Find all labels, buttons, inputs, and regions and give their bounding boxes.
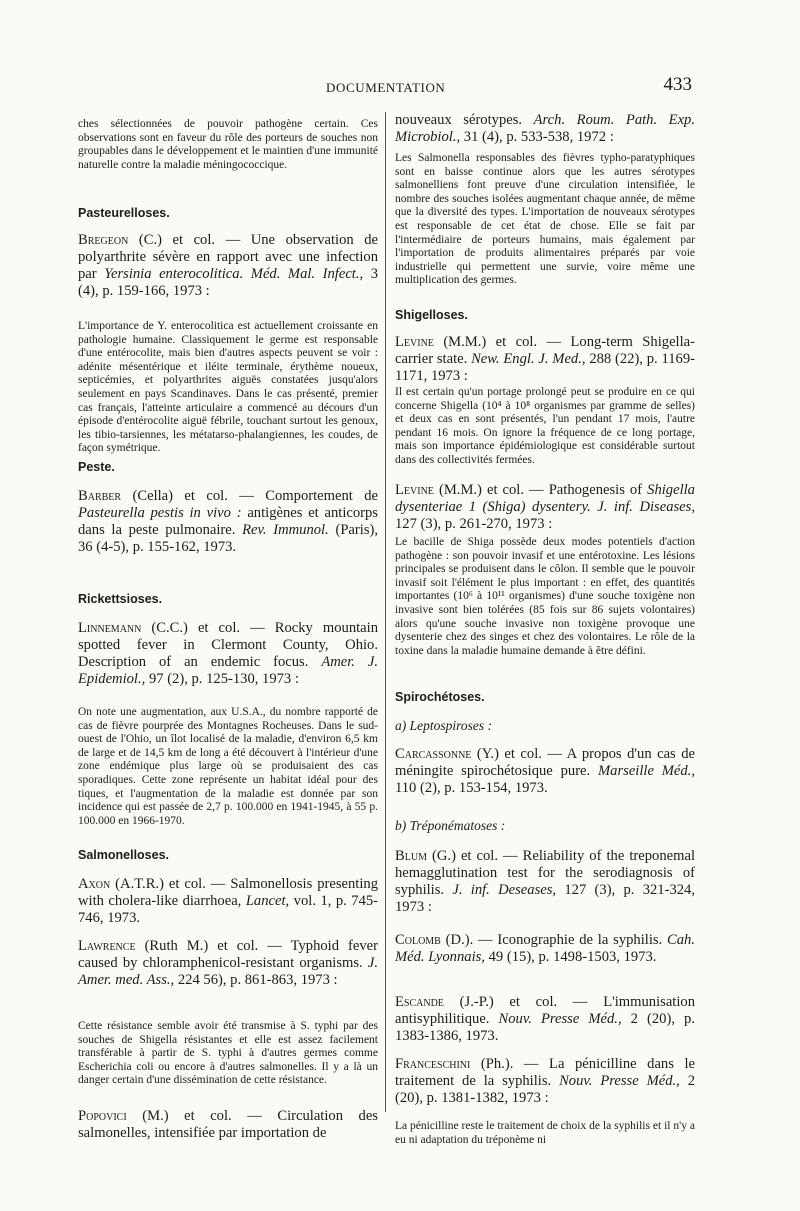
ref-journal: Rev. Immunol. xyxy=(242,522,329,538)
ref-journal: J. inf. Deseases, xyxy=(452,882,557,898)
section-heading-shigelloses: Shigelloses. xyxy=(395,308,468,322)
reference-popovici-continued xyxy=(395,112,695,146)
ref-author: Linnemann xyxy=(78,620,142,636)
reference-franceschini xyxy=(395,1056,695,1107)
ref-text: (D.). — Iconographie de la syphilis. xyxy=(445,932,663,948)
ref-species: Yersinia enterocolitica. xyxy=(104,266,244,282)
reference-levine-2 xyxy=(395,482,695,533)
abstract-linnemann: On note une augmentation, aux U.S.A., du nombre rapporté de cas de fièvre pourprée des Montagnes Rocheuses. Dans le sud-ouest de l'Ohio, un îlot localisé de la maladie, d'environ 6,5 km de large et de 14,5 km de long a été découvert à l'intérieur d'une zone endémique plus large où se produisaient des cas sporadiques. Cette zone représente un habitat idéal pour des tiques, et l'augmentation de la maladie est donnée par son incidence qui est passée de 2,7 p. 100.000 en 1941-1945, à 55 p. 100.000 en 1966-1970. xyxy=(78,706,378,827)
reference-barber xyxy=(78,488,378,556)
abstract-popovici: Les Salmonella responsables des fièvres typho-paratyphiques sont en baisse continue alors que les autres sérotypes salmonelliens font preuve d'une circulation intensifiée, le nombre des souches isolées augmentant chaque année, de même que la diversité des types. L'importation de nouveaux sérotypes est responsable de cet état de chose. Elle se fait par l'intermédiaire de porteurs humains, mais également par l'importation de produits alimentaires préparés par voie industrielle qui permettent une survie, voire même une multiplication des germes. xyxy=(395,152,695,287)
ref-citation: 224 56), p. 861-863, 1973 : xyxy=(177,972,338,988)
reference-linnemann xyxy=(78,620,378,688)
ref-citation: vol. 1, p. 745-746, 1973. xyxy=(78,893,379,926)
reference-levine-1 xyxy=(395,334,695,385)
column-rule xyxy=(385,112,386,1112)
ref-author: Blum xyxy=(395,848,427,864)
abstract-levine-1: Il est certain qu'un portage prolongé peut se produire en ce qui concerne Shigella (10⁴ à 10⁸ organismes par gramme de selles) et deux cas en sont présentés, l'un pendant 17 mois, l'autre pendant 16 mois. On ignore la fréquence de ce long portage, mais son importance épidémiologique est considérable surtout dans des collectivités fermées. xyxy=(395,386,695,466)
ref-journal: Nouv. Presse Méd., xyxy=(559,1073,680,1089)
ref-text: (Y.) et col. — A propos d'un cas de méningite spirochétosique pure. xyxy=(395,746,695,779)
section-heading-pasteurelloses: Pasteurelloses. xyxy=(78,206,170,220)
ref-journal: Méd. Mal. Infect., xyxy=(250,266,364,282)
reference-carcassonne xyxy=(395,746,695,797)
ref-journal: Amer. J. Epidemiol., xyxy=(78,654,378,687)
ref-author: Popovici xyxy=(78,1108,127,1124)
ref-citation: 97 (2), p. 125-130, 1973 : xyxy=(148,671,299,687)
ref-citation: (Paris), 36 (4-5), p. 155-162, 1973. xyxy=(78,522,379,555)
running-header xyxy=(0,74,800,102)
reference-lawrence xyxy=(78,938,378,989)
abstract-lawrence: Cette résistance semble avoir été transmise à S. typhi par des souches de Shigella résistantes et elle est assez facilement transférable à partir de S. typhi à d'autres germes comme Escherichia coli ou encore à d'autres salmonelles. Il y a là un danger certain d'une dissémination de cette résistance. xyxy=(78,1020,378,1087)
ref-text: (Cella) et col. — Comportement de xyxy=(132,488,379,504)
ref-species: Shigella dysenteriae 1 (Shiga) dysentery. xyxy=(395,482,695,515)
ref-journal: Arch. Roum. Path. Exp. Microbiol., xyxy=(395,112,695,145)
section-heading-spirochetoses: Spirochétoses. xyxy=(395,690,485,704)
reference-colomb xyxy=(395,932,695,966)
reference-escande xyxy=(395,994,695,1045)
page-number: 433 xyxy=(663,74,692,95)
ref-author: Carcassonne xyxy=(395,746,472,762)
ref-citation: 110 (2), p. 153-154, 1973. xyxy=(395,780,548,796)
running-title: DOCUMENTATION xyxy=(326,80,446,95)
ref-text: (Ph.). — La pénicilline dans le traitement de la syphilis. xyxy=(395,1056,695,1089)
ref-citation: 49 (15), p. 1498-1503, 1973. xyxy=(488,949,657,965)
ref-author: Colomb xyxy=(395,932,441,948)
ref-text: (C.) et col. — Une observation de polyarthrite sévère en rapport avec une infection par xyxy=(78,232,378,282)
ref-journal: Marseille Méd., xyxy=(598,763,695,779)
ref-citation: 127 (3), p. 261-270, 1973 : xyxy=(395,516,553,532)
ref-journal: J. Amer. med. Ass., xyxy=(78,955,378,988)
reference-popovici xyxy=(78,1108,378,1142)
ref-journal: J. inf. Diseases, xyxy=(597,499,695,515)
intro-abstract: ches sélectionnées de pouvoir pathogène certain. Ces observations sont en faveur du rôle des porteurs de souches non groupables dans le développement et le maintien d'une immunité naturelle contre la maladie méningococcique. xyxy=(78,118,378,171)
section-heading-salmonelloses: Salmonelloses. xyxy=(78,848,170,862)
ref-citation: 2 (20), p. 1381-1382, 1973 : xyxy=(395,1073,695,1106)
ref-text: (J.-P.) et col. — L'immunisation antisyphilitique. xyxy=(395,994,696,1027)
ref-text: antigènes et anticorps dans la peste pulmonaire. xyxy=(78,505,378,538)
section-heading-rickettsioses: Rickettsioses. xyxy=(78,592,163,606)
ref-citation: 2 (20), p. 1383-1386, 1973. xyxy=(395,1011,695,1044)
ref-text: (M.) et col. — Circulation des salmonelles, intensifiée par importation de xyxy=(78,1108,378,1141)
ref-citation: 127 (3), p. 321-324, 1973 : xyxy=(395,882,695,915)
ref-author: Levine xyxy=(395,482,434,498)
ref-journal: Cah. Méd. Lyonnais, xyxy=(395,932,695,965)
ref-journal: Nouv. Presse Méd., xyxy=(498,1011,622,1027)
ref-species: Pasteurella pestis in vivo : xyxy=(78,505,242,521)
ref-text: (Ruth M.) et col. — Typhoid fever caused by chloramphenicol-resistant organisms. xyxy=(78,938,378,971)
section-heading-peste: Peste. xyxy=(78,460,115,474)
abstract-bregeon: L'importance de Y. enterocolitica est actuellement croissante en pathologie humaine. Classiquement le germe est responsable d'une entérocolite, mais bien d'autres aspects peuvent se voir : adénite mésentérique et iléite terminale, érythème noueux, septicémies, et polyarthrites aiguës constatées jusqu'alors seulement en pays Scandinaves. Dans le cas présenté, premier cas français, l'atteinte articulaire a commencé au décours d'un épisode d'entérocolite aiguë fébrile, touchant surtout les genoux, les tibio-tarsiennes, les métatarso-phalangiennes, les coudes, de façon symétrique. xyxy=(78,320,378,455)
subheading-treponematoses: b) Tréponématoses : xyxy=(395,818,506,833)
ref-journal: Lancet, xyxy=(245,893,290,909)
ref-author: Axon xyxy=(78,876,111,892)
ref-author: Barber xyxy=(78,488,122,504)
reference-bregeon xyxy=(78,232,378,300)
ref-author: Lawrence xyxy=(78,938,136,954)
abstract-franceschini: La pénicilline reste le traitement de choix de la syphilis et il n'y a eu ni adaptation du tréponème ni xyxy=(395,1120,695,1146)
subheading-leptospiroses: a) Leptospiroses : xyxy=(395,718,492,733)
ref-text: (M.M.) et col. — Long-term Shigella-carrier state. xyxy=(395,334,695,367)
ref-author: Escande xyxy=(395,994,444,1010)
reference-axon xyxy=(78,876,378,927)
ref-citation: 3 (4), p. 159-166, 1973 : xyxy=(78,266,379,299)
reference-blum xyxy=(395,848,695,916)
ref-text: (A.T.R.) et col. — Salmonellosis presenting with cholera-like diarrhoea, xyxy=(78,876,378,909)
ref-author: Levine xyxy=(395,334,434,350)
ref-author: Franceschini xyxy=(395,1056,471,1072)
ref-text: (C.C.) et col. — Rocky mountain spotted fever in Clermont County, Ohio. Description of an endemic focus. xyxy=(78,620,378,670)
abstract-levine-2: Le bacille de Shiga possède deux modes potentiels d'action pathogène : son pouvoir invasif et une entérotoxine. Les lésions principales se produisent dans le côlon. Il semble que le pouvoir invasif soit l'élément le plus important : en effet, des quantités importantes (10⁶ à 10¹¹ organismes) d'une souche toxigène non invasive sont bien tolérées (85 fois sur 86 sujets volontaires) alors qu'une souche invasive non toxigène provoque une dysenterie chez des singes et chez des volontaires. Le rôle de la toxine dans la maladie humaine demande à être défini. xyxy=(395,536,695,657)
ref-citation: 288 (22), p. 1169-1171, 1973 : xyxy=(395,351,695,384)
ref-author: Bregeon xyxy=(78,232,129,248)
ref-text: nouveaux sérotypes. xyxy=(395,112,523,128)
ref-text: (M.M.) et col. — Pathogenesis of xyxy=(438,482,643,498)
ref-citation: 31 (4), p. 533-538, 1972 : xyxy=(463,129,614,145)
ref-text: (G.) et col. — Reliability of the treponemal hemagglutination test for the serodiagnosis of syphilis. xyxy=(395,848,695,898)
ref-journal: New. Engl. J. Med., xyxy=(471,351,586,367)
